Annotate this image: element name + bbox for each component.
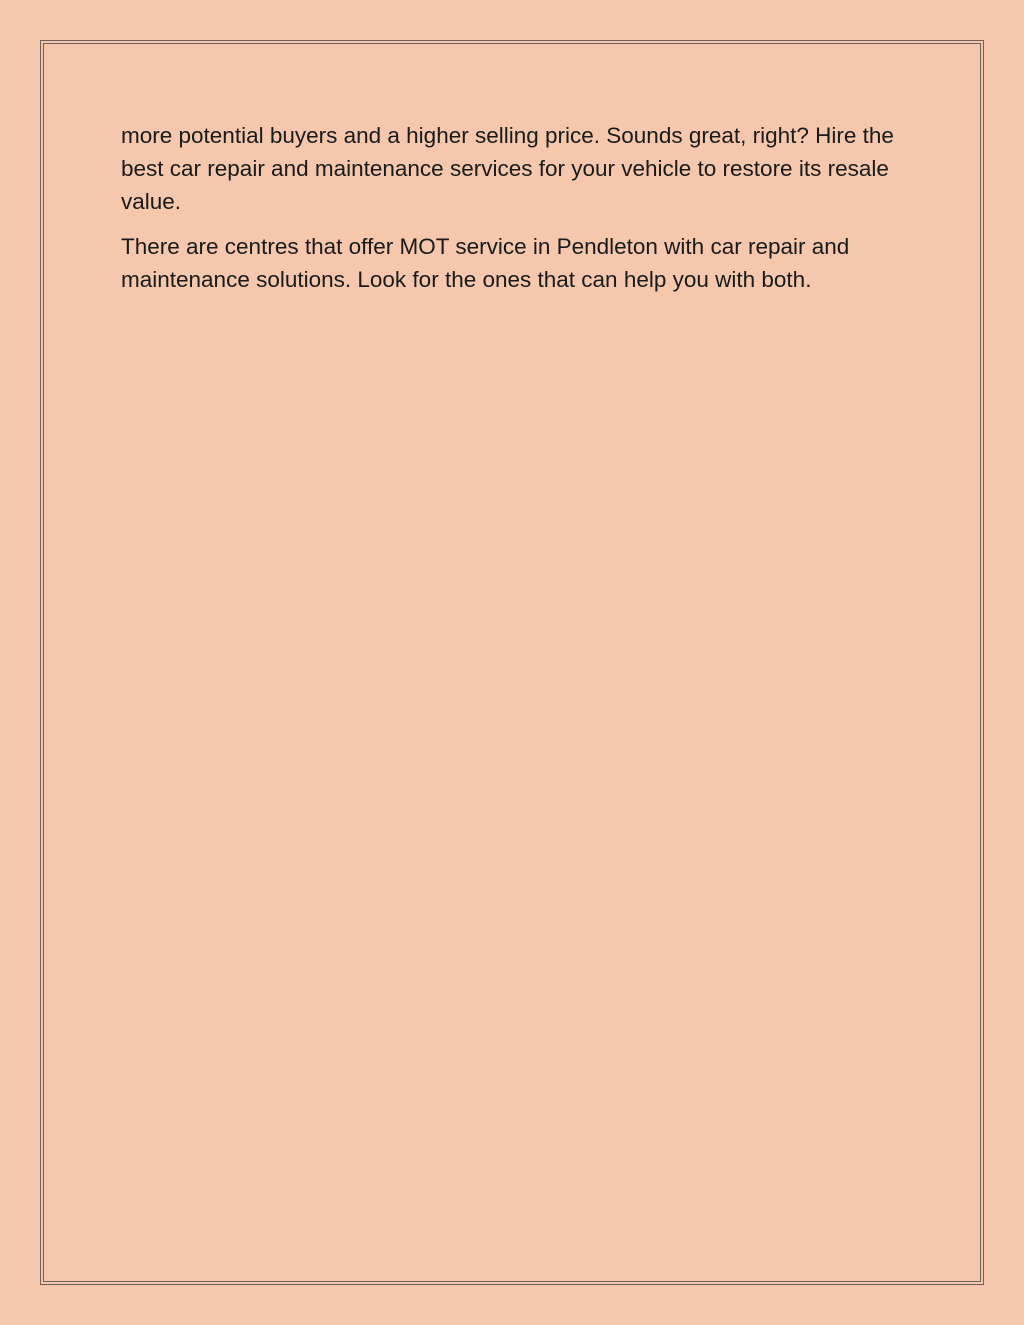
paragraph-2: There are centres that offer MOT service in Pendleton with car repair and maintenance solutions. Look for the ones that can help you with both.: [121, 234, 850, 292]
paragraph-1: more potential buyers and a higher selling price. Sounds great, right? Hire the best car repair and maintenance services for your vehicle to restore its resale value.: [121, 123, 894, 214]
document-body: [121, 119, 901, 308]
